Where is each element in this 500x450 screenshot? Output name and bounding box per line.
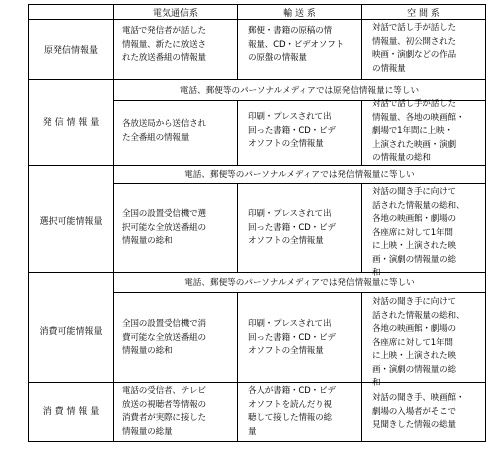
cell-r2-transport: 印刷・プレスされて出 回った書籍・CD・ビデ オソフトの全情報量 <box>248 112 336 149</box>
cell-r2-telecom: 各放送局から送信され た全番組の情報量 <box>122 119 206 143</box>
cell-r4-space: 対話の聞き手に向けて 話された情報量の総和、 各地の映画館・劇場の 各座席に対して1年間 に上映・上演された映 画・演劇の情報量の総 和 <box>372 297 465 388</box>
span-divider-4 <box>113 292 486 293</box>
header-space: 空 間 系 <box>407 9 440 19</box>
span-note-r4: 電話、郵便等のパーソナルメディアでは発信情報量に等しい <box>184 278 415 288</box>
label-column-divider <box>113 4 114 442</box>
header-telecom: 電気通信系 <box>152 9 198 19</box>
col-divider-1d <box>237 292 238 442</box>
cell-r1-telecom: 電話で発信者が話した 情報量、新たに放送さ れた放送番組の情報量 <box>122 26 206 63</box>
table-border-right <box>485 4 486 442</box>
cell-r5-space: 対話の聞き手、映画館・ 劇場の入場者がそこで 見聞きした情報の総量 <box>372 393 465 430</box>
row-divider-1 <box>28 79 486 80</box>
col-divider-2c <box>361 183 362 273</box>
row-label-consumable: 消費可能情報量 <box>39 327 103 337</box>
col-divider-2b <box>361 100 362 166</box>
span-note-r3: 電話、郵便等のパーソナルメディアでは発信情報量に等しい <box>184 170 415 180</box>
cell-r3-telecom: 全国の設置受信機で選 択可能な全放送番組の 情報量の総和 <box>122 209 206 246</box>
cell-r2-space: 対話で話し手が話した 情報量、各地の映画館・ 劇場で1年間に上映・ 上演された映画・演劇 の情報量の総和 <box>372 99 465 163</box>
span-note-r2: 電話、郵便等のパーソナルメディアでは原発信情報量に等しい <box>179 86 420 96</box>
cell-r1-transport: 郵便・書籍の原稿の情 報量、CD・ビデオソフト の原盤の情報量 <box>248 26 344 63</box>
col-divider-1b <box>237 100 238 166</box>
cell-r1-space: 対話で話し手が話した 情報量、初公開された 映画・演劇などの作品 の情報量 <box>372 23 456 74</box>
header-divider <box>28 19 486 20</box>
table-border-bottom <box>28 441 486 442</box>
row-label-selectable: 選択可能情報量 <box>39 217 103 227</box>
row-label-original-sent: 原発信情報量 <box>43 46 98 56</box>
cell-r5-transport: 各人が書籍・CD・ビデ オソフトを読んだり視 聴して接した情報の総 量 <box>248 386 336 437</box>
col-divider-1c <box>237 183 238 273</box>
table-border-top <box>28 4 486 5</box>
cell-r4-telecom: 全国の設置受信機で消 費可能な全放送番組の 情報量の総和 <box>122 319 206 356</box>
row-label-consumed: 消 費 情 報 量 <box>42 407 100 417</box>
row-label-sent: 発 信 情 報 量 <box>42 118 100 128</box>
cell-r3-space: 対話の聞き手に向けて 話された情報量の総和、 各地の映画館・劇場の 各座席に対して1年間 に上映・上演された映 画・演劇の情報量の総 和 <box>372 187 465 278</box>
col-divider-2d <box>361 292 362 442</box>
cell-r3-transport: 印刷・プレスされて出 回った書籍・CD・ビデ オソフトの全情報量 <box>248 209 336 246</box>
cell-r4-transport: 印刷・プレスされて出 回った書籍・CD・ビデ オソフトの全情報量 <box>248 319 336 356</box>
span-divider-3 <box>113 183 486 184</box>
header-transport: 輸 送 系 <box>283 9 316 19</box>
cell-r5-telecom: 電話の受信者、テレビ 放送の視聴者等情報の 消費者が実際に接した 情報量の総量 <box>122 386 206 437</box>
